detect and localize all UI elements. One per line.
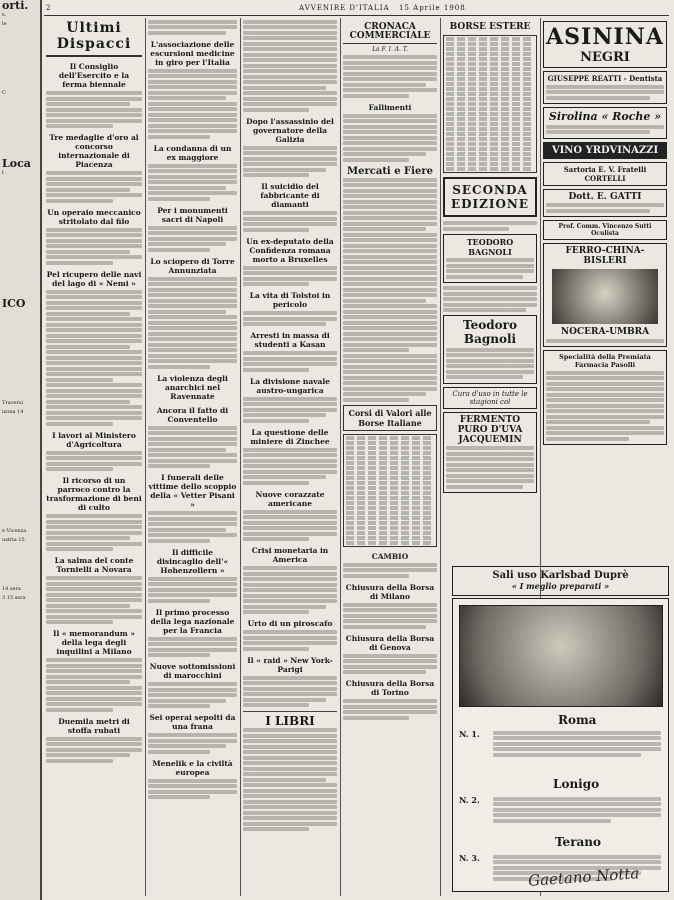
article-heading: Tre medaglie d'oro al concorso internazionale di Piacenza: [49, 133, 139, 169]
column-advertisements: [543, 18, 667, 563]
stock-table-heading: Corsi di Valori alle Borse Italiane: [343, 405, 437, 431]
ad-title: Teodoro Bagnoli: [463, 318, 517, 346]
strip-fragment: Traversi: [2, 400, 24, 406]
article-heading: La condanna di un ex maggiore: [153, 143, 232, 162]
strip-fragment: t: [2, 170, 5, 176]
article-heading: Il ricorso di un parroco contro la trasformazione di beni di culto: [46, 476, 142, 512]
article-heading: La questione delle miniere di Zinchee: [250, 427, 330, 446]
woman-illustration: [459, 605, 663, 707]
ferro-china-illustration: [552, 269, 658, 324]
strip-fragment: orti.: [2, 0, 29, 11]
article-heading: L'associazione delle escursioni medicine in giro per l'Italia: [150, 39, 235, 67]
ad-title: VINO YRDVINAZZI: [551, 144, 659, 156]
article-heading: Urto di un piroscafo: [247, 619, 333, 628]
reatti-dentist-ad: [543, 71, 667, 104]
column-rule: [145, 18, 146, 896]
strip-fragment: e Vicenza: [2, 528, 27, 534]
article-heading: Il « memorandum » della lega degli inquilini a Milano: [52, 629, 136, 656]
strip-fragment: ICO: [2, 298, 26, 309]
ad-title: Sali uso Karlsbad Duprè: [492, 570, 629, 581]
article-heading: Ancora il fatto di Conventello: [156, 405, 229, 424]
foreign-exchange-table: [443, 35, 537, 173]
sirolina-ad: [543, 107, 667, 139]
ad-title: GIUSEPPE REATTI - Dentista: [547, 74, 663, 83]
testimonial-city: Roma: [558, 713, 597, 727]
strip-fragment: Loca: [2, 158, 31, 169]
left-adjacent-page-strip: [0, 0, 42, 900]
column-rule: [440, 18, 441, 896]
column-rule: [240, 18, 241, 896]
article-heading: Crisi monetaria in America: [251, 546, 329, 564]
testimonial-city: Lonigo: [553, 777, 600, 791]
vino-ad: [543, 142, 667, 159]
ad-brand: NEGRI: [580, 50, 630, 65]
section-title: Ultimi Dispacci: [46, 20, 142, 57]
article-heading: Il Consiglio dell'Esercito e la ferma biennale: [58, 62, 130, 89]
testimonial-city: Terano: [555, 835, 602, 849]
article-heading: Nuove sottomissioni di marocchini: [149, 662, 236, 680]
article-heading: Il primo processo della lega nazionale per la Francia: [150, 607, 235, 635]
article-heading: I funerali delle vittime dello scoppio della « Vetter Pisani »: [148, 473, 237, 509]
section-title: CRONACA COMMERCIALE: [343, 23, 437, 44]
article-heading: Il « raid » New York-Parigi: [247, 655, 333, 674]
article-heading: La divisione navale austro-ungarica: [249, 376, 331, 395]
testimonial-number: N. 2.: [459, 795, 480, 805]
cortelli-ad: [543, 162, 667, 186]
second-edition-banner: SECONDA EDIZIONE: [443, 177, 537, 217]
article-heading: Chiusura della Borsa di Torino: [345, 679, 435, 697]
article-heading: Duemila metri di stoffa rubati: [58, 716, 130, 735]
stock-table: [343, 434, 437, 547]
ad-title: Sirolina « Roche »: [548, 110, 662, 123]
strip-fragment: s.: [2, 12, 7, 18]
fermento-ad: [443, 412, 537, 494]
column-three: [243, 18, 337, 896]
article-heading: Chiusura della Borsa di Milano: [345, 582, 435, 601]
newspaper-title: AVVENIRE D'ITALIA: [299, 4, 390, 12]
cura-uso-ad: [443, 387, 537, 409]
ad-title: FERRO-CHINA-BISLERI: [565, 246, 645, 266]
ad-subtitle: « I meglio preparati »: [511, 581, 610, 591]
article-heading: Un operaio meccanico stritolato dal filo: [47, 207, 141, 226]
masthead-line: [44, 3, 669, 16]
books-heading: I LIBRI: [265, 714, 315, 728]
strip-fragment: ustria 15: [2, 537, 25, 543]
article-heading: Arresti in massa di studenti a Kasan: [250, 331, 330, 349]
illustrated-testimonial-ad: [452, 598, 669, 892]
article-heading: La violenza degli anarchici nel Ravennate: [157, 373, 228, 401]
ad-title: ASININA: [546, 24, 664, 50]
asinina-ad: [543, 21, 667, 68]
ad-title: Cura d'uso in tutte le stagioni col: [452, 389, 528, 406]
article-heading: Lo sciopero di Torre Annunziata: [150, 256, 235, 275]
ad-title: FERMENTO PURO D'UVA JACQUEMIN: [457, 414, 523, 445]
article-heading: Mercati e Fiere: [347, 165, 433, 177]
strip-fragment: 14 sera: [2, 586, 21, 592]
column-ultimi-dispacci: [46, 18, 142, 896]
handwritten-signature: Gaetano Notta: [527, 864, 640, 890]
article-heading: La vita di Tolstoi in pericolo: [249, 291, 331, 309]
column-borse-estere: [443, 18, 537, 563]
article-heading: Pel ricupero delle navi del lago di « Nemi »: [46, 269, 142, 288]
bagnoli-ad-2: [443, 315, 537, 384]
ad-title: Sartoria E. V. Fratelli CORTELLI: [563, 164, 647, 183]
column-cronaca-commerciale: [343, 18, 437, 896]
article-heading: Il suicidio del fabbricante di diamanti: [260, 182, 320, 209]
article-heading: La salma del conte Tornielli a Novara: [54, 556, 134, 574]
section-subtitle: La F. I. A. T.: [372, 46, 408, 53]
strip-fragment: C: [2, 90, 6, 96]
article-heading: Un ex-deputato della Confidenza romana morto a Bruxelles: [246, 236, 334, 264]
issue-date: 15 Aprile 1908: [399, 4, 466, 12]
strip-fragment: le: [2, 21, 7, 27]
section-title: BORSE ESTERE: [449, 22, 531, 32]
article-heading: Chiusura della Borsa di Genova: [345, 633, 435, 652]
column-two: [148, 18, 237, 896]
article-heading: I lavori al Ministero d'Agricoltura: [52, 430, 136, 449]
strip-fragment: 3 15 sera: [2, 595, 26, 601]
ferro-china-ad: [543, 243, 667, 347]
gatti-ad: [543, 189, 667, 218]
article-heading: Nuove corazzate americane: [255, 489, 325, 508]
article-heading: Per i monumenti sacri di Napoli: [157, 205, 228, 224]
article-heading: Il difficile disincaglio dell'« Hohenzollern »: [156, 547, 229, 575]
ad-title: Specialità della Premiata Farmacia Pasolli: [559, 353, 651, 369]
testimonial-number: N. 3.: [459, 853, 480, 863]
strip-fragment: izona 14: [2, 409, 24, 415]
article-heading: Menelik e la civiltà europea: [152, 758, 233, 777]
testimonial-number: N. 1.: [459, 729, 480, 739]
article-heading: Fallimenti: [368, 102, 412, 112]
bagnoli-ad: [443, 234, 537, 284]
article-heading: CAMBIO: [371, 551, 409, 561]
ad-title: TEODORO BAGNOLI: [466, 236, 514, 257]
ad-title: Dott. E. GATTI: [568, 191, 642, 202]
sutti-ad: [543, 220, 667, 240]
farmacia-ad: [543, 350, 667, 445]
article-heading: Dopo l'assassinio del governatore della Galizia: [246, 116, 334, 144]
page-number: 2: [46, 4, 52, 12]
article-heading: Sei operai sepolti da una frana: [149, 713, 236, 731]
column-rule: [340, 18, 341, 896]
ad-subtitle: NOCERA-UMBRA: [560, 327, 650, 337]
ad-title: Prof. Comm. Vincenzo Sutti Oculista: [558, 223, 652, 237]
karlsbad-ad: [452, 566, 669, 596]
